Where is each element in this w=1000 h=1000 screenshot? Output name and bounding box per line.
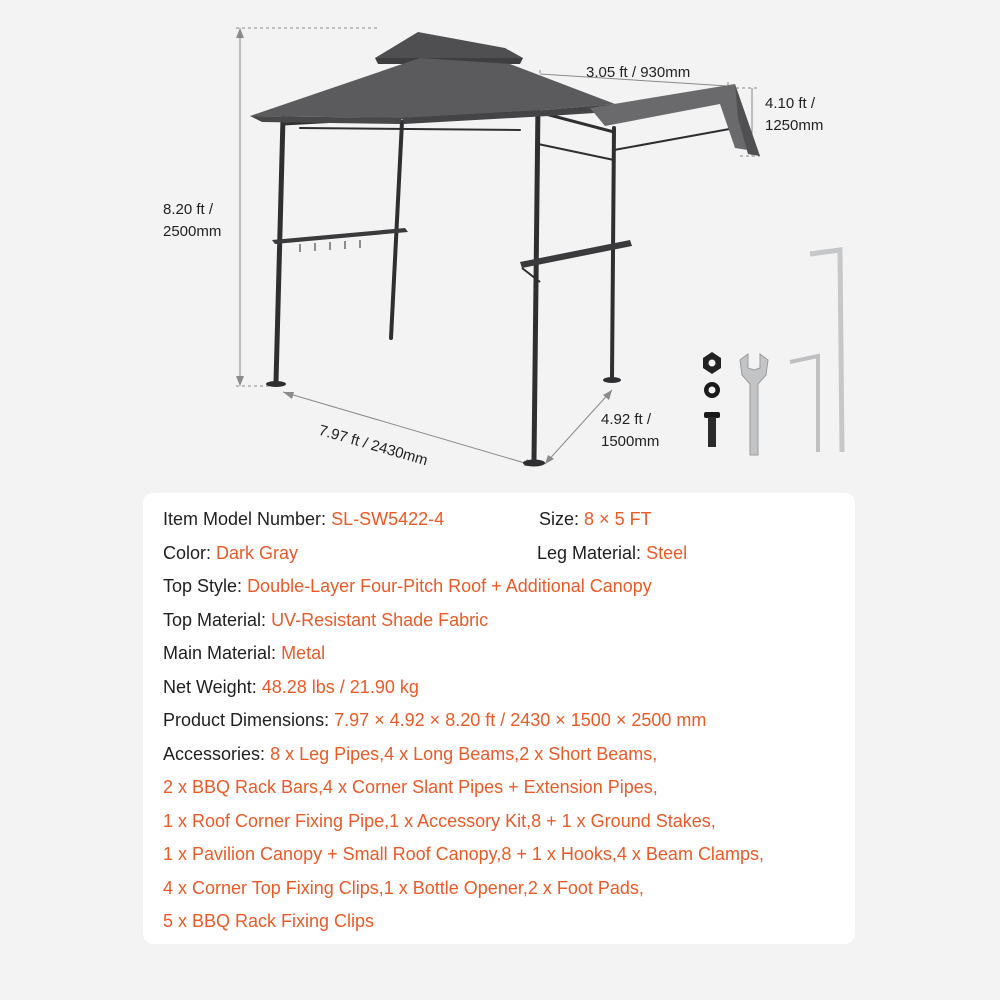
spec-top-style <box>163 570 855 604</box>
spec-value: 8 × 5 FT <box>584 509 652 529</box>
spec-accessories <box>163 738 855 772</box>
accessories-line: 1 x Pavilion Canopy + Small Roof Canopy,8 + 1 x Hooks,4 x Beam Clamps, <box>163 844 764 864</box>
length-dimension-label: 7.97 ft / 2430mm <box>316 421 430 470</box>
spec-main-material <box>163 637 855 671</box>
accessory-kit-icons <box>703 250 842 455</box>
height-imperial: 8.20 ft / <box>163 201 214 218</box>
spec-label: Accessories: <box>163 743 266 764</box>
height-dimension-label <box>163 199 221 243</box>
depth-metric: 1500mm <box>601 433 660 450</box>
spec-model <box>163 509 444 529</box>
spec-value: UV-Resistant Shade Fabric <box>271 609 489 630</box>
gazebo-illustration <box>0 0 1000 490</box>
spec-size <box>539 503 652 537</box>
accessories-line: 2 x BBQ Rack Bars,4 x Corner Slant Pipes + Extension Pipes, <box>163 777 658 797</box>
spec-value: 48.28 lbs / 21.90 kg <box>261 676 419 697</box>
spec-label: Size: <box>539 509 580 529</box>
height-metric: 2500mm <box>163 223 222 240</box>
extension-drop-metric: 1250mm <box>765 117 824 134</box>
specifications-panel <box>143 493 855 944</box>
depth-dimension-label <box>601 409 659 453</box>
accessories-line: 4 x Corner Top Fixing Clips,1 x Bottle Opener,2 x Foot Pads, <box>163 877 644 898</box>
spec-value: Dark Gray <box>216 542 299 563</box>
spec-leg-material <box>537 537 687 571</box>
accessories-line: 1 x Roof Corner Fixing Pipe,1 x Accessory Kit,8 + 1 x Ground Stakes, <box>163 810 716 831</box>
extension-drop-label <box>765 93 823 137</box>
extension-length-label: 3.05 ft / 930mm <box>586 64 691 81</box>
spec-value: Steel <box>646 542 688 563</box>
spec-label: Top Style: <box>163 576 243 596</box>
spec-value: Double-Layer Four-Pitch Roof + Additional Canopy <box>247 576 652 596</box>
gazebo-drawing <box>0 0 1000 490</box>
spec-net-weight <box>163 671 855 705</box>
accessories-line: 8 x Leg Pipes,4 x Long Beams,2 x Short Beams, <box>270 743 658 764</box>
depth-imperial: 4.92 ft / <box>601 411 652 428</box>
spec-color <box>163 543 298 563</box>
accessories-line: 5 x BBQ Rack Fixing Clips <box>163 911 375 931</box>
spec-row-color-leg <box>163 537 855 571</box>
spec-label: Net Weight: <box>163 676 257 697</box>
spec-label: Leg Material: <box>537 542 642 563</box>
bbq-shelves <box>272 228 632 282</box>
spec-row-model-size <box>163 503 855 537</box>
spec-product-dimensions <box>163 704 855 738</box>
extension-drop-imperial: 4.10 ft / <box>765 95 816 112</box>
spec-label: Color: <box>163 542 212 563</box>
gazebo-frame <box>266 104 735 467</box>
spec-label: Item Model Number: <box>163 509 327 529</box>
spec-value: 7.97 × 4.92 × 8.20 ft / 2430 × 1500 × 2500 mm <box>334 710 707 730</box>
spec-label: Top Material: <box>163 609 267 630</box>
spec-label: Main Material: <box>163 643 277 663</box>
spec-label: Product Dimensions: <box>163 710 330 730</box>
spec-value: SL-SW5422-4 <box>331 509 445 529</box>
spec-top-material <box>163 604 855 638</box>
spec-value: Metal <box>281 643 326 663</box>
